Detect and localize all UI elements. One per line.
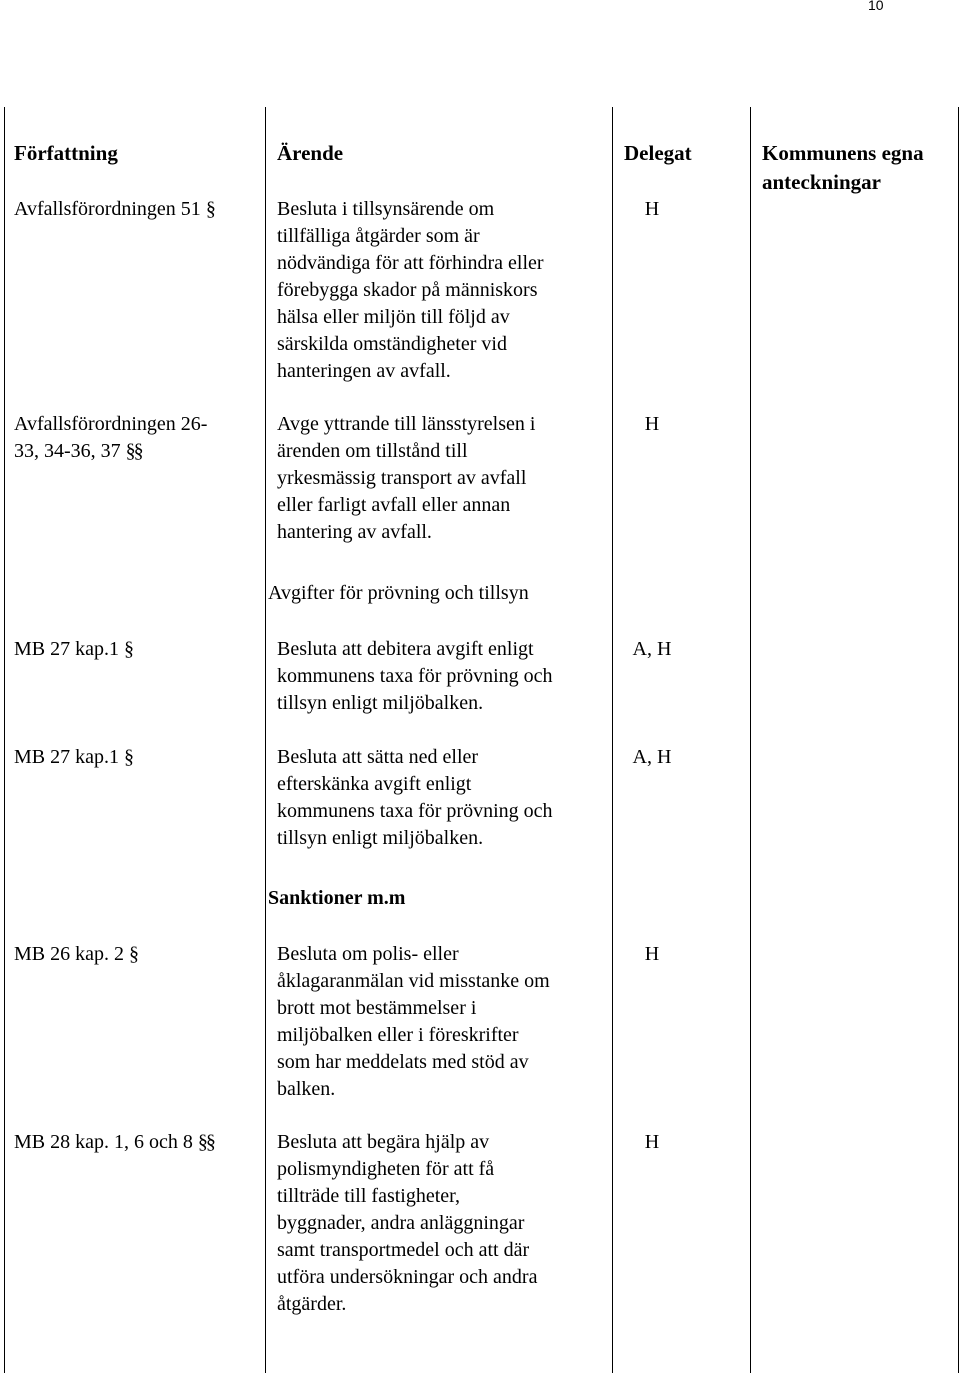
header-delegat: Delegat [624,141,692,165]
paragraph-sign: §§ [125,440,142,462]
delegat-value: H [644,198,660,220]
header-kommunens-egna: Kommunens egna [762,141,924,165]
law-reference: MB 28 kap. 1, 6 och 8 §§ [14,1131,214,1153]
paragraph-sign: § [124,638,132,660]
table-border-left [4,107,5,1373]
header-arende: Ärende [277,141,344,165]
delegat-value: H [644,943,660,965]
delegat-value: H [644,413,660,435]
case-description: Besluta att debitera avgift enligt kommunens taxa för prövning och tillsyn enligt miljöbalken. [277,638,553,714]
delegat-value: A, H [632,746,672,768]
delegat-value: A, H [632,638,672,660]
case-description: Besluta i tillsynsärende om tillfälliga åtgärder som är nödvändiga för att förhindra eller förebygga skador på människors hälsa eller miljön till följd av särskilda omständigheter vid hanteringen av avfall. [277,198,544,382]
section-heading-sanktioner: Sanktioner m.m [268,887,406,909]
law-reference: Avfallsförordningen 26- 33, 34-36, 37 §§ [14,413,208,462]
delegat-value: H [644,1131,660,1153]
law-reference: MB 26 kap. 2 § [14,943,137,965]
section-heading-avgifter: Avgifter för prövning och tillsyn [268,582,529,604]
case-description: Besluta om polis- eller åklagaranmälan vid misstanke om brott mot bestämmelser i miljöbalken eller i föreskrifter som har meddelats med stöd av balken. [277,943,550,1100]
law-reference: MB 27 kap.1 § [14,638,132,660]
header-anteckningar: anteckningar [762,170,882,194]
header-forfattning: Författning [14,141,118,165]
case-description: Besluta att begära hjälp av polismyndigheten för att få tillträde till fastigheter, byggnader, andra anläggningar samt transportmedel och att där utföra undersökningar och andra åtgärder. [277,1131,538,1315]
paragraph-sign: § [205,198,214,220]
paragraph-sign: § [129,943,137,965]
column-divider-3 [750,107,751,1373]
case-description: Avge yttrande till länsstyrelsen i ärenden om tillstånd till yrkesmässig transport av avfall eller farligt avfall eller annan hantering av avfall. [277,413,536,543]
table-border-right [958,107,959,1373]
paragraph-sign: §§ [197,1131,214,1153]
page-number: 10 [868,0,884,13]
column-divider-1 [265,107,266,1373]
law-reference: MB 27 kap.1 § [14,746,132,768]
column-divider-2 [612,107,613,1373]
case-description: Besluta att sätta ned eller efterskänka avgift enligt kommunens taxa för prövning och tillsyn enligt miljöbalken. [277,746,553,849]
law-reference: Avfallsförordningen 51 § [14,198,214,220]
paragraph-sign: § [124,746,132,768]
